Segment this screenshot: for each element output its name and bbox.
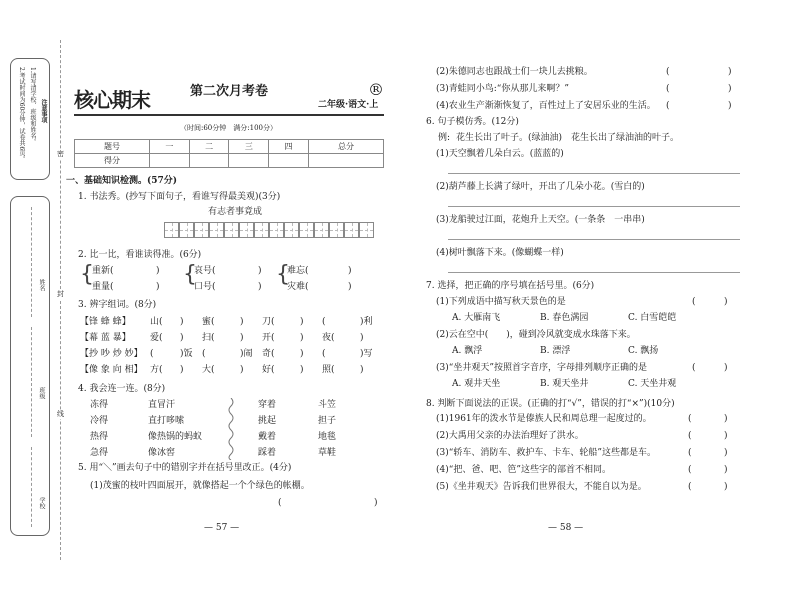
q7-option[interactable]: C. 飘扬 <box>628 346 659 356</box>
q2-brace-1: { <box>80 262 94 287</box>
q6-item: (2)葫芦藤上长满了绿叶，开出了几朵小花。(雪白的) <box>436 182 645 192</box>
q3-text: 3. 辨字组词。(8分) <box>78 300 157 310</box>
q1-text: 1. 书法秀。(抄写下面句子，看谁写得最美观)(3分) <box>78 192 281 202</box>
q3-blank-part: 夜( <box>322 333 335 343</box>
notice-line-2: 2.考试时间为60分钟，试卷共6页。 <box>18 67 25 163</box>
q4-word[interactable]: 直冒汗 <box>148 400 176 410</box>
q2-item: ) <box>258 282 262 292</box>
q4-word[interactable]: 戴着 <box>258 432 277 442</box>
q3-blank-part: ) <box>300 349 304 359</box>
q3-blank-part: ) <box>180 333 184 343</box>
q3-blank-part: ) <box>300 333 304 343</box>
score-cell[interactable] <box>308 154 383 168</box>
q4-word[interactable]: 踩着 <box>258 448 277 458</box>
q4-word[interactable]: 挑起 <box>258 416 277 426</box>
q4-word[interactable]: 像冰窖 <box>148 448 176 458</box>
q7-option[interactable]: A. 飘浮 <box>452 346 483 356</box>
class-label: 班级 <box>38 387 45 399</box>
q2-item: 灾难( <box>287 282 309 292</box>
exam-title: 第二次月考卷 <box>190 84 269 99</box>
q2-item: 重新( <box>92 266 114 276</box>
q3-blank-part: ) <box>240 365 244 375</box>
q5-item-1: (1)茂蜜的枝叶四面展开，就像搭起一个个绿色的帐棚。 <box>90 481 310 491</box>
grid-cell[interactable] <box>329 222 344 238</box>
score-header-1: 一 <box>150 140 190 154</box>
q4-word[interactable]: 地毯 <box>318 432 337 442</box>
q3-blank-part: 好( <box>262 365 275 375</box>
q7-option[interactable]: B. 春色满园 <box>540 313 589 323</box>
q6-example: 花生长出了叶子。(绿油油) 花生长出了绿油油的叶子。 <box>456 133 680 143</box>
answer-paren-right[interactable]: ) <box>724 363 728 373</box>
q7-option[interactable]: A. 观井天坐 <box>452 379 501 389</box>
grade-label: 二年级·语文·上 <box>318 100 379 110</box>
grid-cell[interactable] <box>209 222 224 238</box>
page-number-left: — 57 — <box>204 523 240 533</box>
q8-item: (4)“把、爸、吧、笆”这些字的部首不相同。 <box>436 465 611 475</box>
section-1-title: 一、基础知识检测。(57分) <box>66 176 178 186</box>
answer-paren-left[interactable]: ( <box>688 465 692 475</box>
q7-item-1: (1)下列成语中描写秋天景色的是 <box>436 297 566 307</box>
q2-item: 难忘( <box>287 266 309 276</box>
student-info-box <box>10 196 50 536</box>
q3-blank-part: ) <box>300 365 304 375</box>
answer-paren-right[interactable]: ) <box>724 465 728 475</box>
q4-word[interactable]: 穿着 <box>258 400 277 410</box>
registered-mark: ® <box>368 80 384 99</box>
q3-blank-part: ) <box>300 317 304 327</box>
q6-answer-line[interactable] <box>448 239 740 240</box>
name-line <box>31 207 32 317</box>
answer-paren-left[interactable]: ( <box>692 363 696 373</box>
q3-blank-part: ( <box>322 317 326 327</box>
grid-cell[interactable] <box>344 222 359 238</box>
q4-word[interactable]: 斗笠 <box>318 400 337 410</box>
q4-word[interactable]: 草鞋 <box>318 448 337 458</box>
time-info: （时间:60分钟 满分:100分） <box>180 124 277 132</box>
q2-item: ) <box>156 282 160 292</box>
score-header-5: 总分 <box>308 140 383 154</box>
score-table <box>74 139 384 168</box>
q4-word[interactable]: 冻得 <box>90 400 109 410</box>
header-rule <box>74 114 384 116</box>
name-label: 姓名 <box>38 279 45 291</box>
q3-blank-part: ( <box>202 349 206 359</box>
q6-answer-line[interactable] <box>448 173 740 174</box>
q3-blank-part: 开( <box>262 333 275 343</box>
q8-item: (5)《坐井观天》告诉我们世界很大，不能自以为是。 <box>436 482 647 492</box>
q6-item: (4)树叶飘落下来。(像蝴蝶一样) <box>436 248 564 258</box>
grid-cell[interactable] <box>239 222 254 238</box>
q7-text: 7. 选择，把正确的序号填在括号里。(6分) <box>426 281 595 291</box>
q3-blank-part: 爱( <box>150 333 163 343</box>
answer-paren-right[interactable]: ) <box>724 448 728 458</box>
answer-paren-left[interactable]: ( <box>666 101 670 111</box>
q3-blank-part: 照( <box>322 365 335 375</box>
q8-item: (2)大禹用父亲的办法治理好了洪水。 <box>436 431 584 441</box>
q2-item: 口号( <box>194 282 216 292</box>
q1-sentence: 有志者事竟成 <box>208 207 263 217</box>
q3-blank-part: ( <box>322 349 326 359</box>
q7-option[interactable]: B. 漂浮 <box>540 346 571 356</box>
q3-blank-part: )写 <box>360 349 373 359</box>
q3-group-label: 【锋 蜂 蜂】 <box>80 317 131 327</box>
q5-item: (3)青蛙同小鸟:“你从那儿来啊？” <box>436 84 569 94</box>
q3-blank-part: 刀( <box>262 317 275 327</box>
q7-option[interactable]: C. 天坐井观 <box>628 379 677 389</box>
logo: 核心期末 <box>74 88 150 112</box>
score-cell[interactable] <box>269 154 309 168</box>
grid-cell[interactable] <box>359 222 374 238</box>
seal-char-1: 密 <box>57 150 64 158</box>
q2-item: ) <box>348 282 352 292</box>
q3-blank-part: ) <box>360 333 364 343</box>
q3-blank-part: )饭 <box>180 349 193 359</box>
q2-text: 2. 比一比，看谁读得准。(6分) <box>78 250 202 260</box>
grid-cell[interactable] <box>299 222 314 238</box>
grid-cell[interactable] <box>194 222 209 238</box>
answer-paren-left[interactable]: ( <box>666 67 670 77</box>
q6-text: 6. 句子模仿秀。(12分) <box>426 117 519 127</box>
q5-item-1-paren-right: ) <box>374 498 378 508</box>
seal-char-2: 封 <box>57 290 64 298</box>
q2-brace-3: { <box>276 262 290 287</box>
answer-paren-left[interactable]: ( <box>688 482 692 492</box>
grid-cell[interactable] <box>224 222 239 238</box>
answer-paren-right[interactable]: ) <box>724 297 728 307</box>
notice-box <box>10 58 50 180</box>
q3-blank-part: ) <box>240 317 244 327</box>
grid-cell[interactable] <box>314 222 329 238</box>
q4-text: 4. 我会连一连。(8分) <box>78 384 166 394</box>
answer-paren-left[interactable]: ( <box>688 431 692 441</box>
grid-cell[interactable] <box>164 222 179 238</box>
q3-group-label: 【幕 蓝 暴】 <box>80 333 131 343</box>
seal-char-3: 线 <box>57 410 64 418</box>
score-header-3: 三 <box>229 140 269 154</box>
q3-blank-part: ) <box>180 365 184 375</box>
q8-item: (1)1961年的泼水节是傣族人民和周总理一起度过的。 <box>436 414 652 424</box>
q3-blank-part: )利 <box>360 317 373 327</box>
q7-option[interactable]: B. 观天坐井 <box>540 379 589 389</box>
notice-title: 注意事项 <box>40 99 47 123</box>
q8-item: (3)“轿车、消防车、救护车、卡车、轮船”这些都是车。 <box>436 448 656 458</box>
q3-blank-part: ) <box>360 365 364 375</box>
q3-group-label: 【抄 吵 炒 妙】 <box>80 349 143 359</box>
q5-text: 5. 用“＼”画去句子中的错别字并在括号里改正。(4分) <box>78 463 292 473</box>
q4-word[interactable]: 直打哆嗦 <box>148 416 185 426</box>
page-number-right: — 58 — <box>548 523 584 533</box>
q4-word[interactable]: 像热锅的蚂蚁 <box>148 432 203 442</box>
q3-blank-part: 山( <box>150 317 163 327</box>
answer-paren-right[interactable]: ) <box>724 431 728 441</box>
score-cell[interactable] <box>229 154 269 168</box>
q2-item: ) <box>156 266 160 276</box>
answer-paren-right[interactable]: ) <box>728 84 732 94</box>
answer-paren-left[interactable]: ( <box>688 414 692 424</box>
q7-item-2: (2)云在空中( )，碰到冷风就变成水珠落下来。 <box>436 330 636 340</box>
q3-group-label: 【像 象 向 相】 <box>80 365 143 375</box>
grid-cell[interactable] <box>254 222 269 238</box>
q3-blank-part: 扫( <box>202 333 215 343</box>
q2-brace-2: { <box>183 262 197 287</box>
q2-item: ) <box>258 266 262 276</box>
q2-item: ) <box>348 266 352 276</box>
score-row-label: 得分 <box>75 154 150 168</box>
score-cell[interactable] <box>189 154 229 168</box>
q6-item: (3)龙船驶过江面，花炮升上天空。(一条条 一串串) <box>436 215 645 225</box>
q7-option[interactable]: A. 大雁南飞 <box>452 313 501 323</box>
q5-item: (2)朱德同志也跟战士们一块儿去挑粮。 <box>436 67 593 77</box>
score-header-4: 四 <box>269 140 309 154</box>
q6-example-label: 例: <box>438 133 451 143</box>
grid-cell[interactable] <box>269 222 284 238</box>
grid-cell[interactable] <box>179 222 194 238</box>
answer-paren-right[interactable]: ) <box>728 67 732 77</box>
answer-paren-right[interactable]: ) <box>724 482 728 492</box>
q4-word[interactable]: 担子 <box>318 416 337 426</box>
school-line <box>31 447 32 527</box>
q6-answer-line[interactable] <box>448 272 740 273</box>
score-header-2: 二 <box>189 140 229 154</box>
score-header-0: 题号 <box>75 140 150 154</box>
q8-text: 8. 判断下面说法的正误。(正确的打“√”，错误的打“×”)(10分) <box>426 399 675 409</box>
q7-item-3: (3)“坐井观天”按照首字音序，字母排列顺序正确的是 <box>436 363 647 373</box>
grid-cell[interactable] <box>284 222 299 238</box>
answer-paren-left[interactable]: ( <box>688 448 692 458</box>
q3-blank-part: ) <box>240 333 244 343</box>
answer-paren-right[interactable]: ) <box>724 414 728 424</box>
q3-blank-part: )闹 <box>240 349 253 359</box>
answer-paren-left[interactable]: ( <box>692 297 696 307</box>
answer-paren-left[interactable]: ( <box>666 84 670 94</box>
q7-option[interactable]: C. 白雪皑皑 <box>628 313 677 323</box>
q3-blank-part: ) <box>180 317 184 327</box>
wavy-line <box>229 398 233 460</box>
q4-word[interactable]: 热得 <box>90 432 109 442</box>
q2-item: 重量( <box>92 282 114 292</box>
q4-word[interactable]: 急得 <box>90 448 109 458</box>
school-label: 学校 <box>38 497 45 509</box>
class-line <box>31 327 32 437</box>
q6-item: (1)天空飘着几朵白云。(蓝蓝的) <box>436 149 564 159</box>
q3-blank-part: 大( <box>202 365 215 375</box>
answer-paren-right[interactable]: ) <box>728 101 732 111</box>
q5-item-1-paren-left: ( <box>278 498 282 508</box>
q2-item: 哀号( <box>194 266 216 276</box>
notice-line-1: 1.请写清学校、班级和姓名。 <box>29 67 36 145</box>
q3-blank-part: 方( <box>150 365 163 375</box>
q5-item: (4)农业生产渐渐恢复了，百性过上了安居乐业的生活。 <box>436 101 656 111</box>
score-cell[interactable] <box>150 154 190 168</box>
q6-answer-line[interactable] <box>448 206 740 207</box>
q3-blank-part: ( <box>150 349 154 359</box>
seal-line <box>60 40 61 560</box>
q4-word[interactable]: 冷得 <box>90 416 109 426</box>
q4-wavy-divider <box>226 398 236 460</box>
q3-blank-part: 蜜( <box>202 317 215 327</box>
q3-blank-part: 奇( <box>262 349 275 359</box>
